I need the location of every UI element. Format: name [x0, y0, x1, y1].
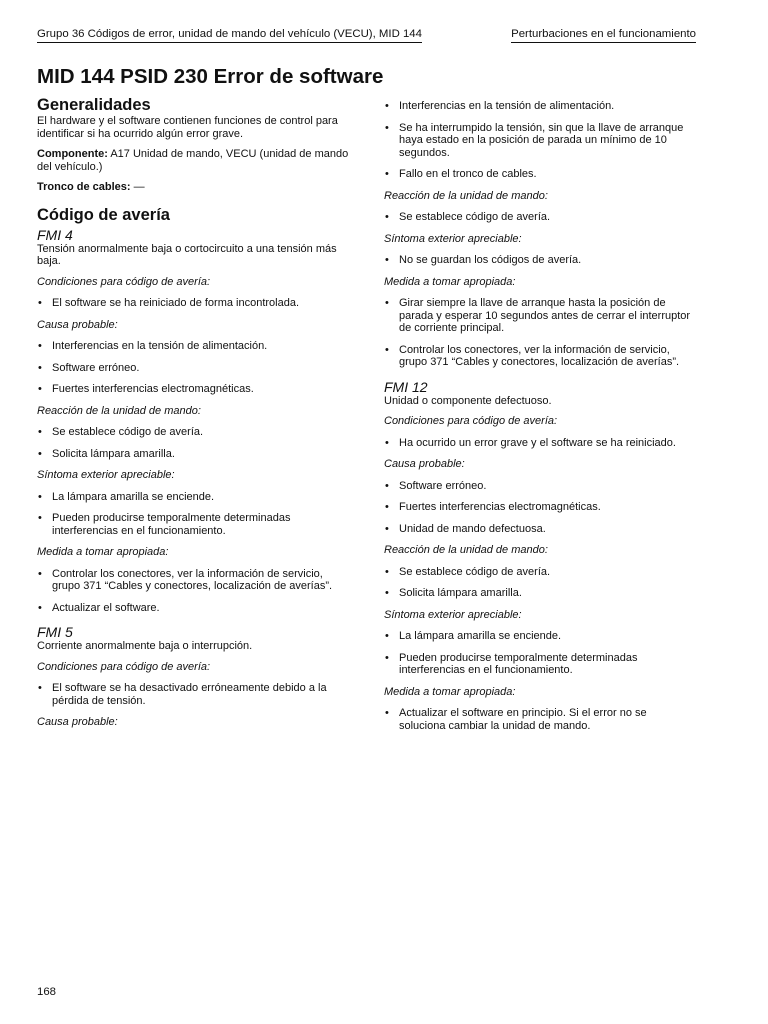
fmi12-measure-label: Medida a tomar apropiada: [384, 685, 516, 698]
fmi4-reaction-label: Reacción de la unidad de mando: [37, 404, 201, 417]
fmi4-title: FMI 4 [37, 226, 73, 243]
list-item: • Pueden producirse temporalmente determinadas interferencias en el funcionamiento. [384, 652, 696, 677]
harness-label: Tronco de cables: [37, 181, 131, 193]
fmi12-reaction-list [384, 566, 696, 600]
header-section-title: Perturbaciones en el funcionamiento [511, 27, 696, 43]
fmi12-reaction-label: Reacción de la unidad de mando: [384, 544, 548, 556]
list-item: • Controlar los conectores, ver la información de servicio, grupo 371 “Cables y conectores, localización de averías”. [37, 568, 349, 593]
fmi5-conditions-label: Condiciones para código de avería: [37, 660, 211, 673]
fmi5-symptom-list [384, 254, 696, 267]
fmi5-symptom-label: Síntoma exterior apreciable: [384, 232, 522, 245]
list-item: • Software erróneo. [384, 480, 696, 493]
page-header [37, 27, 696, 43]
fmi4-cause-list [37, 340, 349, 396]
list-item: • Pueden producirse temporalmente determinadas interferencias en el funcionamiento. [37, 512, 349, 537]
list-item: • Controlar los conectores, ver la información de servicio, grupo 371 “Cables y conectores, localización de averías”. [384, 344, 696, 369]
list-item: • Fuertes interferencias electromagnéticas. [384, 501, 696, 514]
page-title: MID 144 PSID 230 Error de software [37, 65, 384, 88]
page-number: 168 [37, 986, 57, 998]
list-item: • Actualizar el software en principio. Si el error no se soluciona cambiar la unidad de mando. [384, 707, 696, 732]
fmi4-reaction-list [37, 426, 349, 460]
fmi5-title: FMI 5 [37, 624, 73, 640]
list-item: • Unidad de mando defectuosa. [384, 523, 696, 536]
fmi12-conditions-label: Condiciones para código de avería: [384, 415, 558, 427]
fmi5-reaction-label: Reacción de la unidad de mando: [384, 189, 548, 202]
fmi5-cause-label: Causa probable: [37, 716, 118, 728]
fmi12-description: Unidad o componente defectuoso. [384, 394, 552, 407]
list-item: • Ha ocurrido un error grave y el software se ha reiniciado. [384, 437, 696, 450]
fmi4-conditions-list [37, 297, 349, 310]
fmi12-title: FMI 12 [384, 378, 428, 395]
fmi12-measure-list [384, 707, 696, 732]
list-item: • Se establece código de avería. [384, 566, 696, 579]
fmi4-symptom-label: Síntoma exterior apreciable: [37, 469, 175, 481]
fmi5-conditions-list [37, 682, 349, 707]
fmi5-cause-list [384, 100, 696, 181]
list-item: • Solicita lámpara amarilla. [37, 448, 349, 461]
list-item: • La lámpara amarilla se enciende. [384, 630, 696, 643]
fmi12-symptom-list [384, 630, 696, 677]
list-item: • Se establece código de avería. [37, 426, 349, 439]
fmi5-measure-list [384, 297, 696, 369]
harness-value: — [133, 181, 145, 193]
general-intro: El hardware y el software contienen funciones de control para identificar si ha ocurrido algún error grave. [37, 115, 338, 140]
list-item: • No se guardan los códigos de avería. [384, 254, 696, 267]
header-group-title: Grupo 36 Códigos de error, unidad de mando del vehículo (VECU), MID 144 [37, 27, 422, 43]
list-item: • Actualizar el software. [37, 602, 349, 615]
fault-code-heading: Código de avería [37, 205, 170, 224]
fmi5-measure-label: Medida a tomar apropiada: [384, 275, 516, 288]
list-item: • Interferencias en la tensión de alimentación. [384, 100, 696, 113]
right-column [384, 100, 696, 741]
fmi4-cause-label: Causa probable: [37, 318, 118, 331]
list-item: • Solicita lámpara amarilla. [384, 587, 696, 600]
fmi12-cause-label: Causa probable: [384, 458, 465, 470]
component-value: A17 Unidad de mando, VECU (unidad de mando del vehículo.) [37, 148, 349, 173]
list-item: • Se establece código de avería. [384, 211, 696, 224]
fmi4-conditions-label: Condiciones para código de avería: [37, 275, 211, 288]
fmi4-description: Tensión anormalmente baja o cortocircuito a una tensión más baja. [37, 242, 337, 267]
component-line [37, 148, 349, 173]
list-item: • Software erróneo. [37, 362, 349, 375]
fmi12-cause-list [384, 480, 696, 536]
list-item: • La lámpara amarilla se enciende. [37, 491, 349, 504]
fmi12-conditions-list [384, 437, 696, 450]
fmi5-description: Corriente anormalmente baja o interrupción. [37, 640, 253, 652]
fmi5-reaction-list [384, 211, 696, 224]
fmi4-measure-list [37, 568, 349, 615]
component-label: Componente: [37, 148, 108, 160]
list-item: • El software se ha desactivado erróneamente debido a la pérdida de tensión. [37, 682, 349, 707]
list-item: • Fallo en el tronco de cables. [384, 168, 696, 181]
fmi12-symptom-label: Síntoma exterior apreciable: [384, 608, 522, 621]
list-item: • El software se ha reiniciado de forma incontrolada. [37, 297, 349, 310]
fmi4-symptom-list [37, 491, 349, 538]
list-item: • Fuertes interferencias electromagnéticas. [37, 383, 349, 396]
list-item: • Girar siempre la llave de arranque hasta la posición de parada y esperar 10 segundos antes de cerrar el interruptor de corriente principal. [384, 297, 696, 335]
harness-line [37, 181, 349, 194]
general-heading: Generalidades [37, 96, 151, 114]
list-item: • Interferencias en la tensión de alimentación. [37, 340, 349, 353]
list-item: • Se ha interrumpido la tensión, sin que la llave de arranque haya estado en la posición de parada un mínimo de 10 segundos. [384, 122, 696, 160]
left-column [37, 95, 349, 738]
fmi4-measure-label: Medida a tomar apropiada: [37, 546, 169, 558]
